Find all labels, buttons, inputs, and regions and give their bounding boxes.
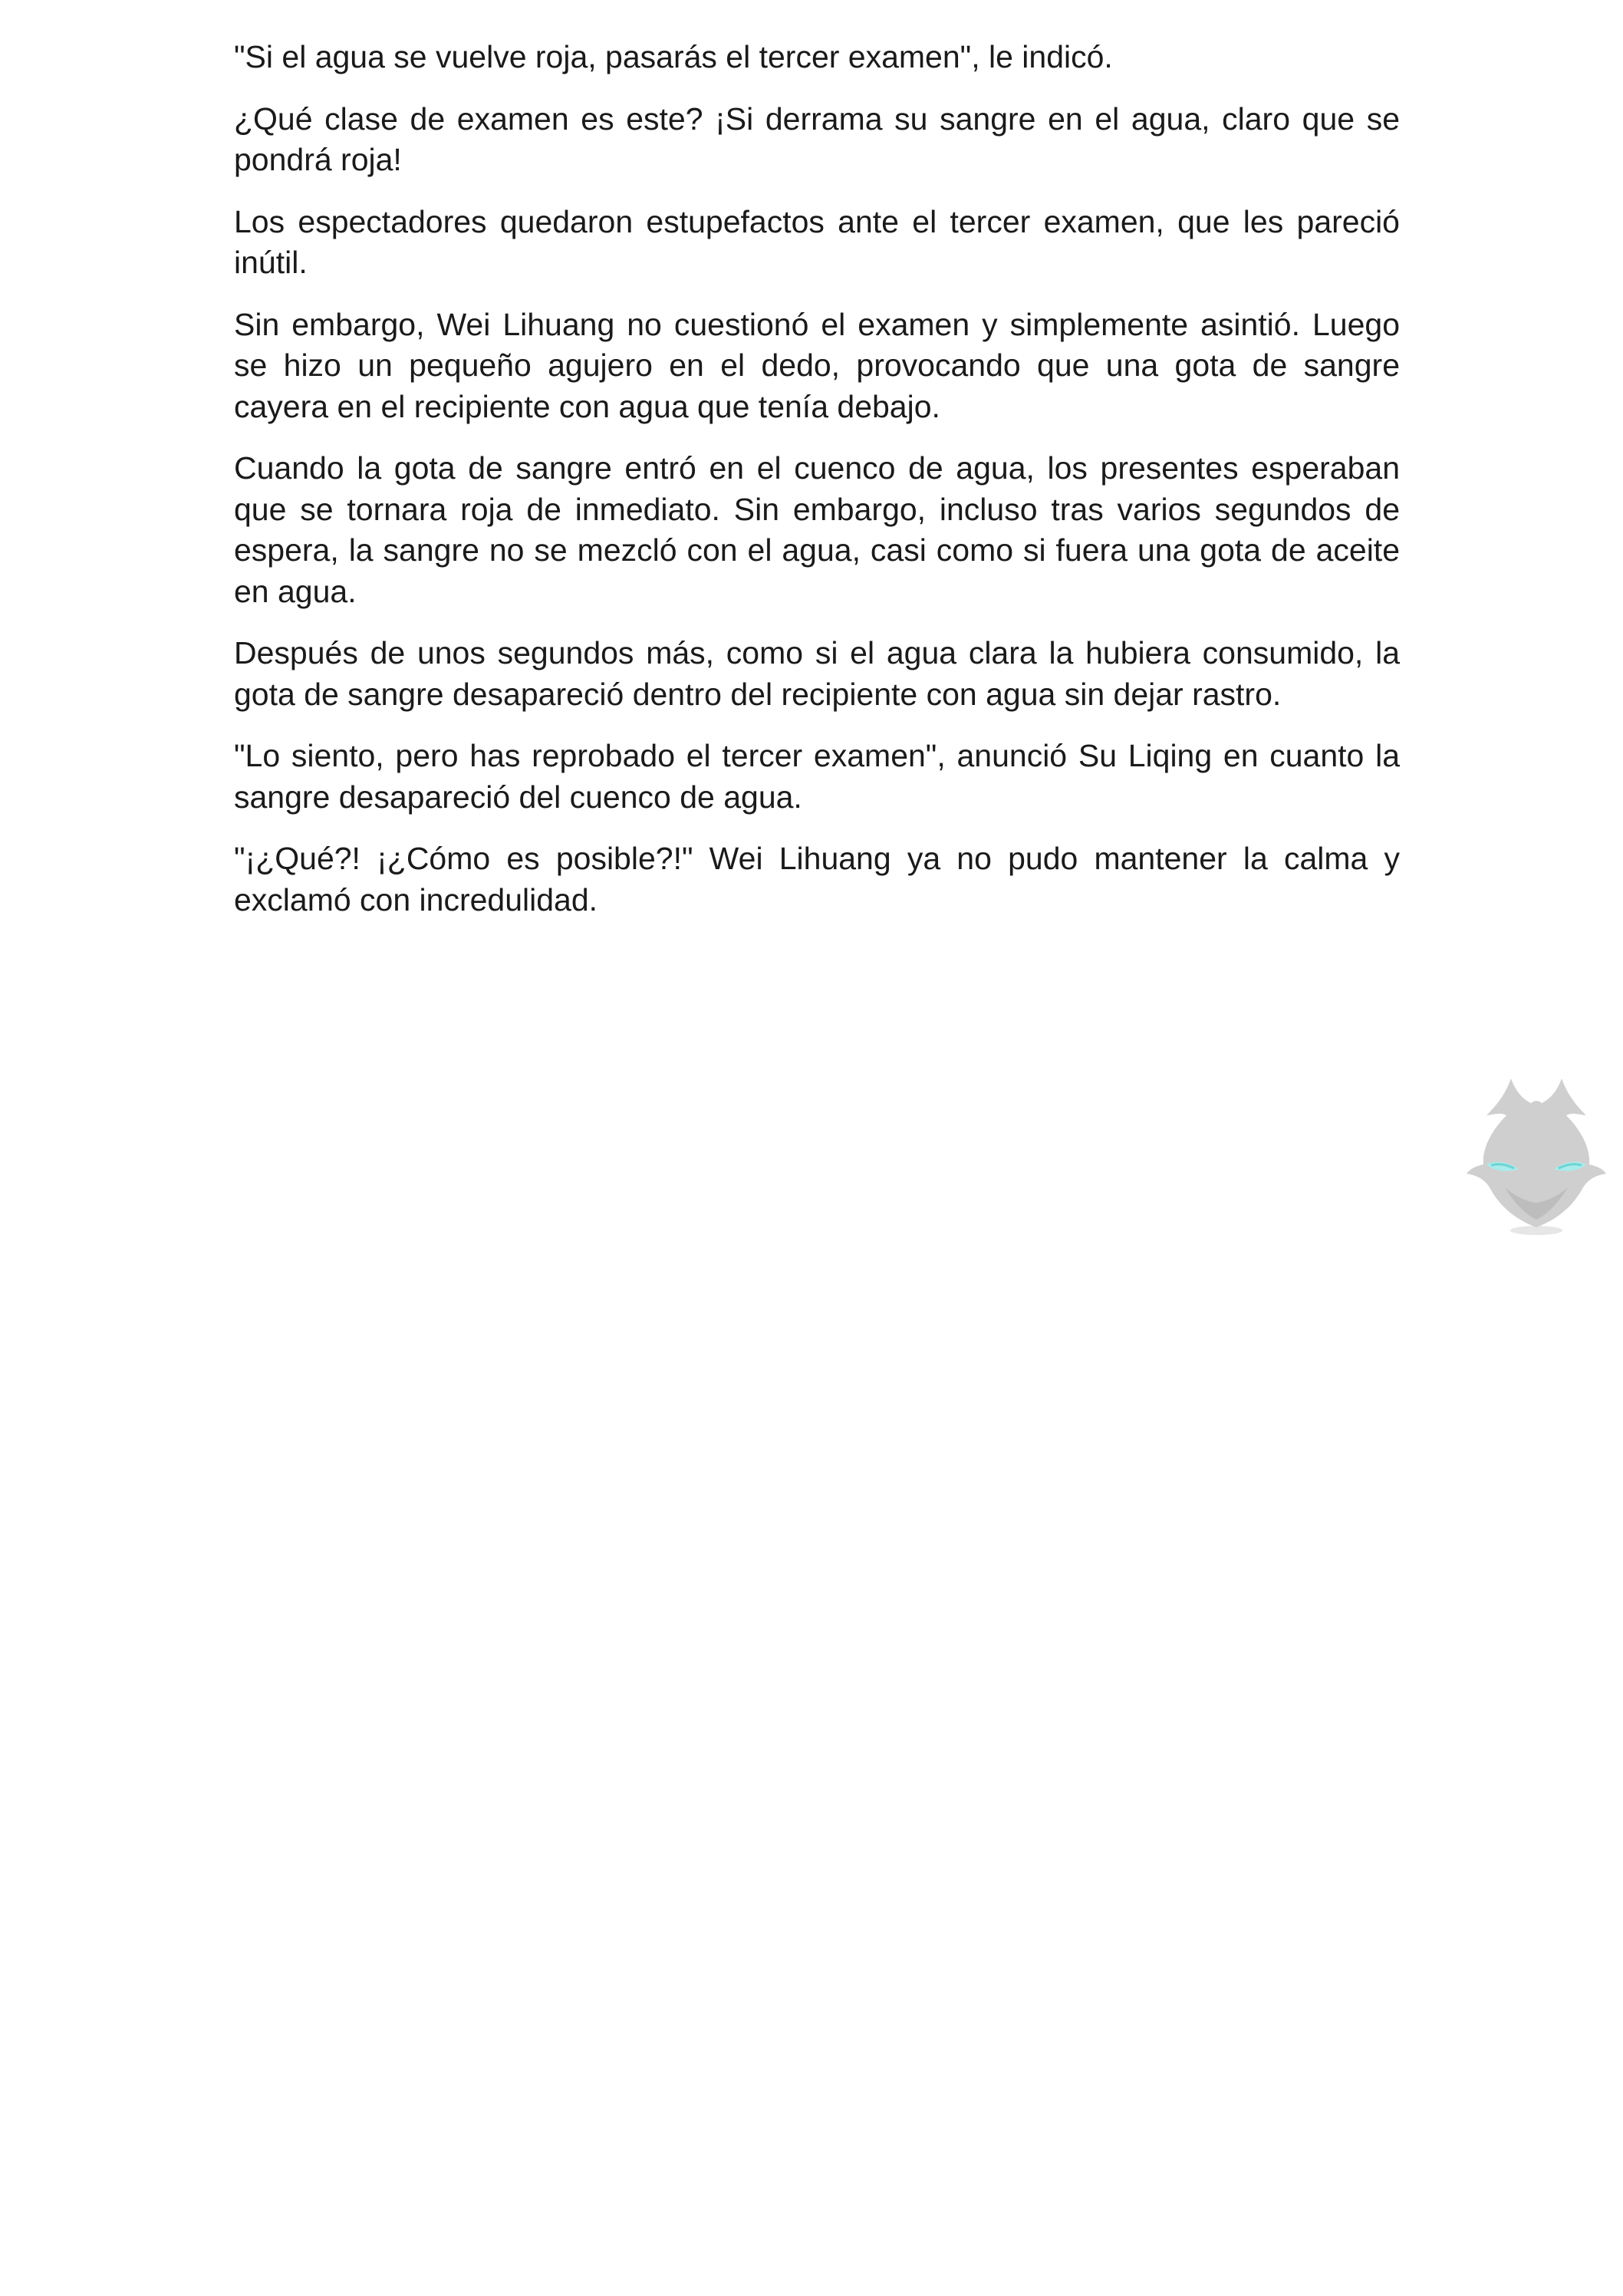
document-body (234, 37, 1400, 941)
paragraph: ¿Qué clase de examen es este? ¡Si derrama su sangre en el agua, claro que se pondrá roja! (234, 100, 1400, 177)
paragraph: "¡¿Qué?! ¡¿Cómo es posible?!" Wei Lihuang ya no pudo mantener la calma y exclamó con incredulidad. (234, 841, 1400, 917)
paragraph: "Si el agua se vuelve roja, pasarás el tercer examen", le indicó. (234, 39, 1113, 74)
paragraph: Después de unos segundos más, como si el agua clara la hubiera consumido, la gota de sangre desapareció dentro del recipiente con agua sin dejar rastro. (234, 635, 1400, 712)
demon-head-logo-icon (1465, 1072, 1608, 1238)
paragraph: "Lo siento, pero has reprobado el tercer examen", anunció Su Liqing en cuanto la sangre desapareció del cuenco de agua. (234, 738, 1400, 815)
paragraph: Los espectadores quedaron estupefactos ante el tercer examen, que les pareció inútil. (234, 203, 1400, 280)
paragraph: Sin embargo, Wei Lihuang no cuestionó el examen y simplemente asintió. Luego se hizo un pequeño agujero en el dedo, provocando que una gota de sangre cayera en el recipiente con agua que tenía debajo. (234, 306, 1400, 424)
paragraph: Cuando la gota de sangre entró en el cuenco de agua, los presentes esperaban que se tornara roja de inmediato. Sin embargo, incluso tras varios segundos de espera, la sangre no se mezcló con el agua, casi como si fuera una gota de aceite en agua. (234, 450, 1400, 609)
